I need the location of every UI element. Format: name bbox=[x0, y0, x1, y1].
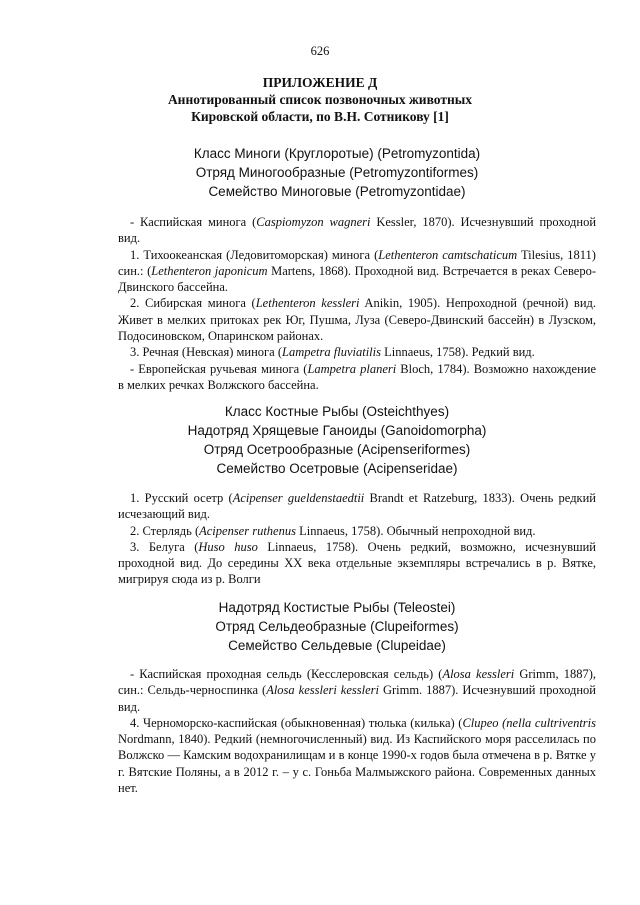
appendix-title bbox=[60, 74, 580, 125]
species-entry: 2. Стерлядь (Acipenser ruthenus Linnaeus, 1758). Обычный непроходной вид. bbox=[130, 523, 536, 538]
family-heading: Семейство Осетровые (Acipenseridae) bbox=[216, 461, 458, 476]
latin-name: Caspiomyzon wagneri bbox=[256, 215, 371, 229]
species-entry: 4. Черноморско-каспийская (обыкновенная) тюлька (килька) (Clupeo (nella cultriventris Nordmann, 1840). Редкий (немногочисленный) вид. Из Каспийского моря расселилась по Волжско — Камским водохранилищам и в конце 1990-х годов была отмечена в р. Вятке у г. Вятские Поляны, а в 2012 г. – у с. Гоньба Малмыжского района. Современных данных нет. bbox=[118, 715, 596, 796]
latin-name: Alosa kessleri kessleri bbox=[266, 683, 379, 698]
latin-name: Lethenteron japonicum bbox=[151, 263, 268, 278]
order-heading: Отряд Миногообразные (Petromyzontiformes) bbox=[195, 165, 479, 180]
species-entry: 3. Речная (Невская) минога (Lampetra fluviatilis Linnaeus, 1758). Редкий вид. bbox=[130, 345, 535, 360]
superorder-heading: Надотряд Хрящевые Ганоиды (Ganoidomorpha) bbox=[187, 423, 487, 438]
section-2-entries bbox=[118, 490, 596, 588]
title-line-1: ПРИЛОЖЕНИЕ Д bbox=[262, 75, 378, 90]
species-entry: 3. Белуга (Huso huso Linnaeus, 1758). Очень редкий, возможно, исчезнувший проходной вид. До середины XX века отдельные экземпляры встречались в р. Вятке, мигрируя сюда из р. Волги bbox=[118, 539, 596, 587]
latin-name: Lethenteron camtschaticum bbox=[378, 247, 518, 262]
latin-name: Huso huso bbox=[198, 539, 258, 554]
latin-name: Lampetra planeri bbox=[307, 361, 397, 376]
species-entry: 1. Тихоокеанская (Ледовитоморская) минога (Lethenteron camtschaticum Tilesius, 1811) син.: (Lethenteron japonicum Martens, 1868). Проходной вид. Встречается в реках Северо-Двинского бассейна. bbox=[118, 247, 597, 295]
latin-name: Acipenser gueldenstaedtii bbox=[232, 491, 365, 505]
section-1-entries bbox=[118, 214, 596, 393]
latin-name: Lampetra fluviatilis bbox=[282, 345, 381, 360]
title-line-3: Кировской области, по В.Н. Сотникову [1] bbox=[191, 109, 449, 124]
species-entry: - Европейская ручьевая минога (Lampetra planeri Bloch, 1784). Возможно нахождение в мелких речках Волжского бассейна. bbox=[118, 361, 596, 392]
page-number: 626 bbox=[310, 44, 330, 58]
species-entry: 2. Сибирская минога (Lethenteron kessleri Anikin, 1905). Непроходной (речной) вид. Живет в мелких притоках рек Юг, Пушма, Луза (Северо-Двинский бассейн) в Лузском, Подосиновском, Опаринском районах. bbox=[118, 296, 596, 344]
family-heading: Семейство Сельдевые (Clupeidae) bbox=[228, 638, 446, 653]
order-heading: Отряд Сельдеобразные (Clupeiformes) bbox=[215, 619, 459, 634]
species-entry: - Каспийская минога (Caspiomyzon wagneri Kessler, 1870). Исчезнувший проходной вид. bbox=[118, 215, 597, 246]
latin-name: Acipenser ruthenus bbox=[199, 523, 296, 538]
species-entry: 1. Русский осетр (Acipenser gueldenstaedtii Brandt et Ratzeburg, 1833). Очень редкий исчезающий вид. bbox=[118, 491, 596, 522]
latin-name: Lethenteron kessleri bbox=[255, 296, 360, 311]
family-heading: Семейство Миноговые (Petromyzontidae) bbox=[208, 184, 466, 199]
section-3-headings bbox=[72, 598, 602, 655]
latin-name: Alosa kessleri bbox=[442, 667, 515, 681]
title-line-2: Аннотированный список позвоночных животных bbox=[167, 92, 473, 107]
class-heading: Класс Миноги (Круглоротые) (Petromyzontida) bbox=[193, 146, 481, 161]
class-heading: Класс Костные Рыбы (Osteichthyes) bbox=[224, 404, 450, 419]
superorder-heading: Надотряд Костистые Рыбы (Teleostei) bbox=[218, 600, 456, 615]
order-heading: Отряд Осетрообразные (Acipenseriformes) bbox=[203, 442, 471, 457]
latin-name: Clupeo (nella cultriventris bbox=[462, 715, 596, 730]
section-1-headings bbox=[72, 144, 602, 201]
section-3-entries bbox=[118, 666, 596, 796]
species-entry: - Каспийская проходная сельдь (Кесслеровская сельдь) (Alosa kessleri Grimm, 1887), син.: Сельдь-черноспинка (Alosa kessleri kessleri Grimm. 1887). Исчезнувший проходной вид. bbox=[118, 667, 596, 714]
section-2-headings bbox=[72, 402, 602, 478]
